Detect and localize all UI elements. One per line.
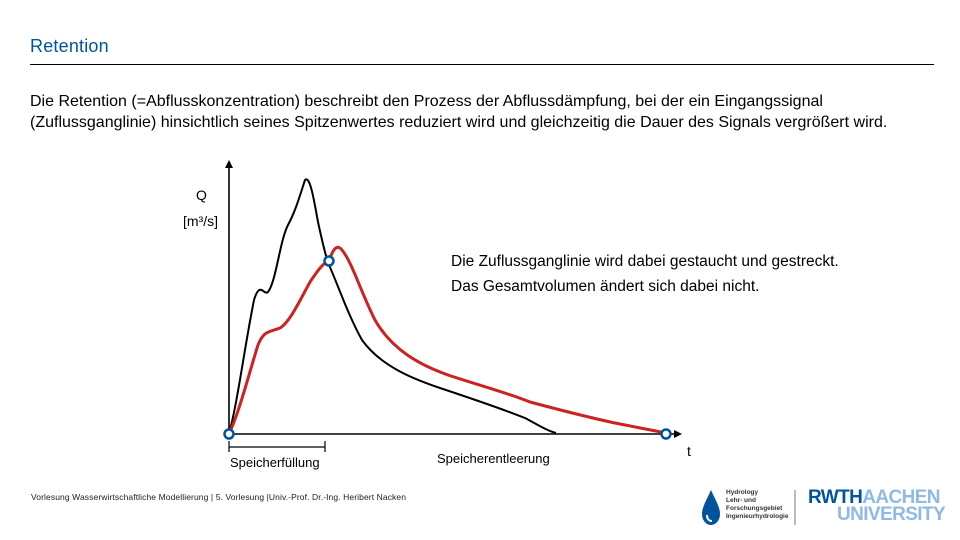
marker-end: [662, 430, 671, 439]
diagram-note: [451, 249, 921, 299]
inflow-hydrograph: [229, 179, 556, 434]
phase-fill-label: Speicherfüllung: [230, 455, 320, 470]
intro-paragraph: Die Retention (=Abflusskonzentration) beschreibt den Prozess der Abflussdämpfung, bei der ein Eingangssignal (Zuflussganglinie) hinsichtlich seines Spitzenwertes reduziert wird und gleichzeitig die Dauer des Signals vergrößert wird.: [30, 93, 888, 131]
y-axis-unit: [m³/s]: [183, 213, 218, 229]
footer-text: Vorlesung Wasserwirtschaftliche Modellierung | 5. Vorlesung |Univ.-Prof. Dr.-Ing. Heribert Nacken: [31, 492, 407, 502]
rwth-logo-text: [808, 489, 945, 523]
note-line-2: Das Gesamtvolumen ändert sich dabei nicht.: [451, 278, 760, 295]
hydrology-logo-text: [726, 489, 788, 521]
rwth-wordmark: RWTH: [808, 487, 863, 508]
hydro-line-1: Hydrology: [726, 489, 759, 496]
hydrology-logo: [700, 488, 790, 528]
page-title: Retention: [30, 36, 109, 56]
phase-empty-label: Speicherentleerung: [437, 451, 550, 466]
water-drop-icon: [700, 489, 722, 527]
rwth-logo: [795, 488, 945, 528]
x-axis-label: t: [687, 443, 691, 459]
marker-start: [225, 430, 234, 439]
hydro-line-4: Ingenieurhydrologie: [726, 513, 789, 520]
aachen-wordmark: AACHEN: [862, 487, 940, 508]
marker-intersection: [325, 257, 334, 266]
university-wordmark: UNIVERSITY: [837, 504, 946, 525]
hydro-line-3: Forschungsgebiet: [726, 505, 783, 512]
y-axis-label: Q: [196, 187, 207, 203]
hydro-line-2: Lehr- und: [726, 497, 756, 504]
note-line-1: Die Zuflussganglinie wird dabei gestaucht und gestreckt.: [451, 253, 839, 270]
